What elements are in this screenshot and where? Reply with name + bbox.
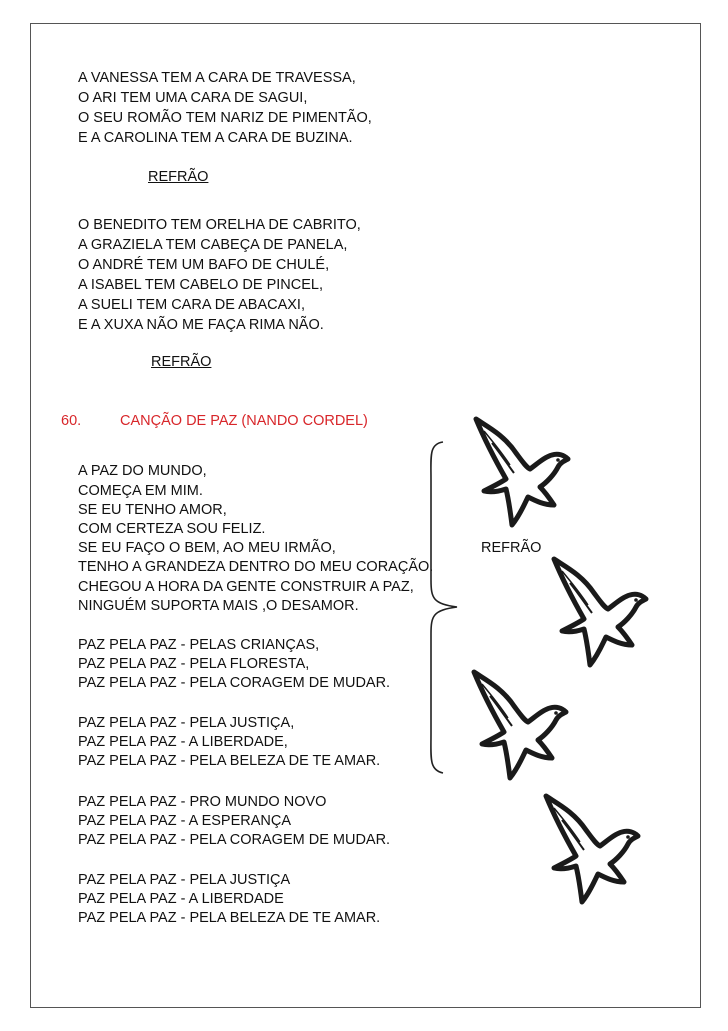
verse-line: NINGUÉM SUPORTA MAIS ,O DESAMOR. xyxy=(78,598,359,614)
dove-icon xyxy=(470,413,580,528)
verse-line: O ANDRÉ TEM UM BAFO DE CHULÉ, xyxy=(78,257,330,273)
dove-icon xyxy=(468,666,578,781)
refrao-label: REFRÃO xyxy=(151,354,212,370)
verse-line: COM CERTEZA SOU FELIZ. xyxy=(78,521,266,537)
verse-line: PAZ PELA PAZ - A LIBERDADE xyxy=(78,891,284,907)
song-number: 60. xyxy=(61,413,82,429)
verse-line: COMEÇA EM MIM. xyxy=(78,483,203,499)
verse-line: SE EU TENHO AMOR, xyxy=(78,502,227,518)
verse-line: A VANESSA TEM A CARA DE TRAVESSA, xyxy=(78,70,356,86)
verse-line: O ARI TEM UMA CARA DE SAGUI, xyxy=(78,90,308,106)
verse-line: CHEGOU A HORA DA GENTE CONSTRUIR A PAZ, xyxy=(78,579,414,595)
verse-line: PAZ PELA PAZ - PELA FLORESTA, xyxy=(78,656,310,672)
curly-brace-icon xyxy=(425,440,465,775)
verse-line: PAZ PELA PAZ - PELA JUSTIÇA, xyxy=(78,715,295,731)
verse-line: E A CAROLINA TEM A CARA DE BUZINA. xyxy=(78,130,353,146)
verse-line: PAZ PELA PAZ - PELA CORAGEM DE MUDAR. xyxy=(78,832,391,848)
verse-line: O BENEDITO TEM ORELHA DE CABRITO, xyxy=(78,217,361,233)
verse-line: PAZ PELA PAZ - PELA JUSTIÇA xyxy=(78,872,291,888)
verse-line: PAZ PELA PAZ - PELA BELEZA DE TE AMAR. xyxy=(78,753,381,769)
verse-line: A ISABEL TEM CABELO DE PINCEL, xyxy=(78,277,323,293)
brace-refrao-label: REFRÃO xyxy=(481,540,542,556)
verse-line: A GRAZIELA TEM CABEÇA DE PANELA, xyxy=(78,237,348,253)
verse-line: A PAZ DO MUNDO, xyxy=(78,463,207,479)
verse-line: PAZ PELA PAZ - PELA CORAGEM DE MUDAR. xyxy=(78,675,391,691)
verse-line: PAZ PELA PAZ - PRO MUNDO NOVO xyxy=(78,794,327,810)
verse-line: O SEU ROMÃO TEM NARIZ DE PIMENTÃO, xyxy=(78,110,372,126)
verse-line: PAZ PELA PAZ - PELAS CRIANÇAS, xyxy=(78,637,320,653)
song-title: CANÇÃO DE PAZ (NANDO CORDEL) xyxy=(120,413,368,429)
verse-line: SE EU FAÇO O BEM, AO MEU IRMÃO, xyxy=(78,540,336,556)
dove-icon xyxy=(540,790,650,905)
verse-line: E A XUXA NÃO ME FAÇA RIMA NÃO. xyxy=(78,317,324,333)
verse-line: A SUELI TEM CARA DE ABACAXI, xyxy=(78,297,305,313)
verse-line: PAZ PELA PAZ - PELA BELEZA DE TE AMAR. xyxy=(78,910,381,926)
verse-line: PAZ PELA PAZ - A LIBERDADE, xyxy=(78,734,288,750)
verse-line: TENHO A GRANDEZA DENTRO DO MEU CORAÇÃO. xyxy=(78,559,434,575)
dove-icon xyxy=(548,553,658,668)
refrao-label: REFRÃO xyxy=(148,169,209,185)
verse-line: PAZ PELA PAZ - A ESPERANÇA xyxy=(78,813,292,829)
